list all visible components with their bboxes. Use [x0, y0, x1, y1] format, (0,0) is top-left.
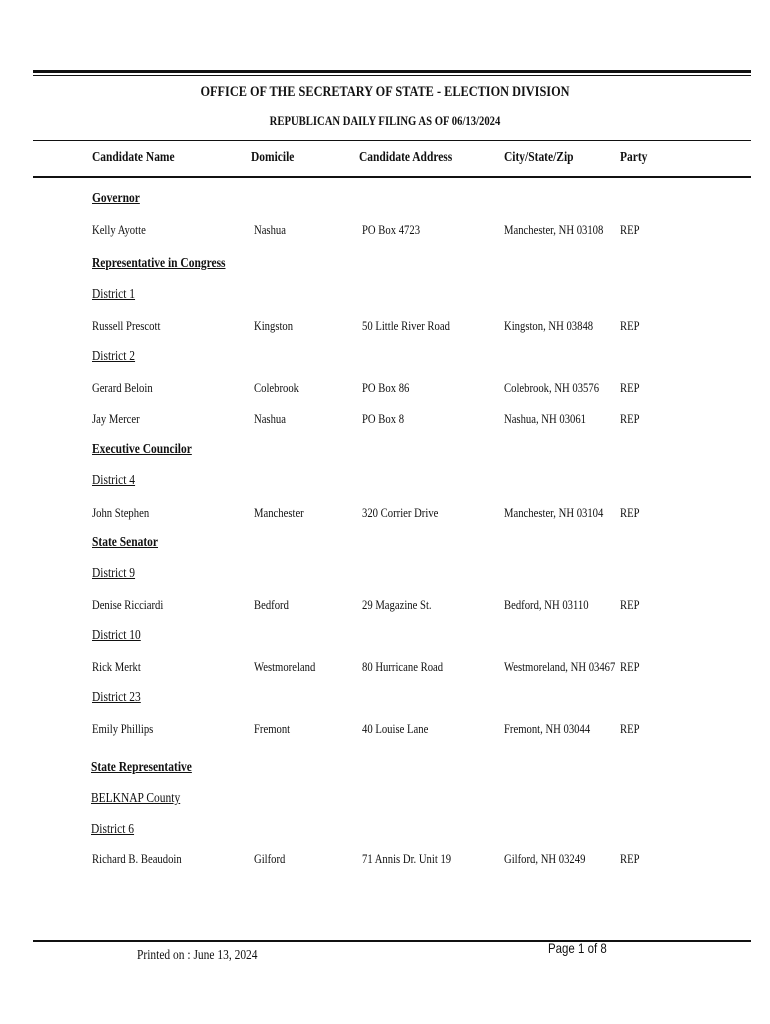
cell-name: Richard B. Beaudoin [92, 851, 182, 866]
district-heading: District 1 [92, 287, 136, 302]
cell-party: REP [620, 659, 640, 674]
section-heading: State Senator [92, 535, 159, 550]
cell-address: 50 Little River Road [362, 318, 450, 333]
cell-party: REP [620, 597, 640, 612]
cell-domicile: Westmoreland [254, 659, 316, 674]
cell-domicile: Nashua [254, 222, 286, 237]
table-row [0, 659, 770, 677]
district-heading: District 4 [92, 473, 136, 488]
table-row [0, 505, 770, 523]
district-heading: District 23 [92, 690, 141, 705]
cell-name: Emily Phillips [92, 721, 154, 736]
cell-address: 29 Magazine St. [362, 597, 432, 612]
table-row [0, 851, 770, 869]
table-row [0, 318, 770, 336]
section-heading: Governor [92, 191, 140, 206]
cell-party: REP [620, 222, 640, 237]
cell-city: Colebrook, NH 03576 [504, 380, 600, 395]
page-number: Page 1 of 8 [548, 940, 607, 956]
column-header-address: Candidate Address [359, 150, 453, 165]
cell-city: Bedford, NH 03110 [504, 597, 589, 612]
cell-domicile: Bedford [254, 597, 289, 612]
cell-name: John Stephen [92, 505, 150, 520]
top-rule-thick [33, 70, 751, 73]
column-header-name: Candidate Name [92, 150, 175, 165]
cell-domicile: Colebrook [254, 380, 300, 395]
cell-city: Westmoreland, NH 03467 [504, 659, 616, 674]
cell-address: 320 Corrier Drive [362, 505, 439, 520]
section-heading: Representative in Congress [92, 256, 226, 271]
district-heading: District 9 [92, 566, 136, 581]
cell-city: Gilford, NH 03249 [504, 851, 586, 866]
cell-address: 80 Hurricane Road [362, 659, 444, 674]
cell-city: Fremont, NH 03044 [504, 721, 591, 736]
district-heading: District 6 [91, 822, 135, 837]
page-title: OFFICE OF THE SECRETARY OF STATE - ELECTION DIVISION [200, 84, 570, 100]
cell-city: Manchester, NH 03108 [504, 222, 604, 237]
district-heading: District 2 [92, 349, 136, 364]
cell-party: REP [620, 505, 640, 520]
table-row [0, 721, 770, 739]
cell-address: PO Box 8 [362, 411, 405, 426]
column-header-party: Party [620, 150, 648, 165]
cell-address: PO Box 86 [362, 380, 410, 395]
table-row [0, 222, 770, 240]
cell-domicile: Gilford [254, 851, 286, 866]
cell-domicile: Kingston [254, 318, 294, 333]
cell-name: Russell Prescott [92, 318, 161, 333]
cell-party: REP [620, 411, 640, 426]
table-row [0, 597, 770, 615]
table-row [0, 411, 770, 429]
table-row [0, 380, 770, 398]
cell-city: Manchester, NH 03104 [504, 505, 604, 520]
cell-name: Gerard Beloin [92, 380, 153, 395]
cell-name: Jay Mercer [92, 411, 140, 426]
column-header-domicile: Domicile [251, 150, 295, 165]
cell-name: Kelly Ayotte [92, 222, 146, 237]
section-heading: State Representative [91, 760, 192, 775]
header-rule-top [33, 140, 751, 141]
cell-name: Denise Ricciardi [92, 597, 164, 612]
cell-address: 40 Louise Lane [362, 721, 429, 736]
cell-party: REP [620, 318, 640, 333]
cell-domicile: Fremont [254, 721, 291, 736]
county-heading: BELKNAP County [91, 791, 181, 806]
top-rule-thin [33, 75, 751, 76]
cell-name: Rick Merkt [92, 659, 141, 674]
cell-party: REP [620, 851, 640, 866]
cell-address: 71 Annis Dr. Unit 19 [362, 851, 452, 866]
cell-domicile: Nashua [254, 411, 286, 426]
page-subtitle: REPUBLICAN DAILY FILING AS OF 06/13/2024 [269, 113, 501, 128]
column-header-city: City/State/Zip [504, 150, 574, 165]
cell-address: PO Box 4723 [362, 222, 421, 237]
cell-party: REP [620, 380, 640, 395]
header-rule-bottom [33, 176, 751, 178]
section-heading: Executive Councilor [92, 442, 192, 457]
printed-date: Printed on : June 13, 2024 [137, 948, 258, 963]
cell-domicile: Manchester [254, 505, 304, 520]
cell-city: Nashua, NH 03061 [504, 411, 587, 426]
footer-rule [33, 940, 751, 942]
district-heading: District 10 [92, 628, 141, 643]
cell-party: REP [620, 721, 640, 736]
cell-city: Kingston, NH 03848 [504, 318, 594, 333]
